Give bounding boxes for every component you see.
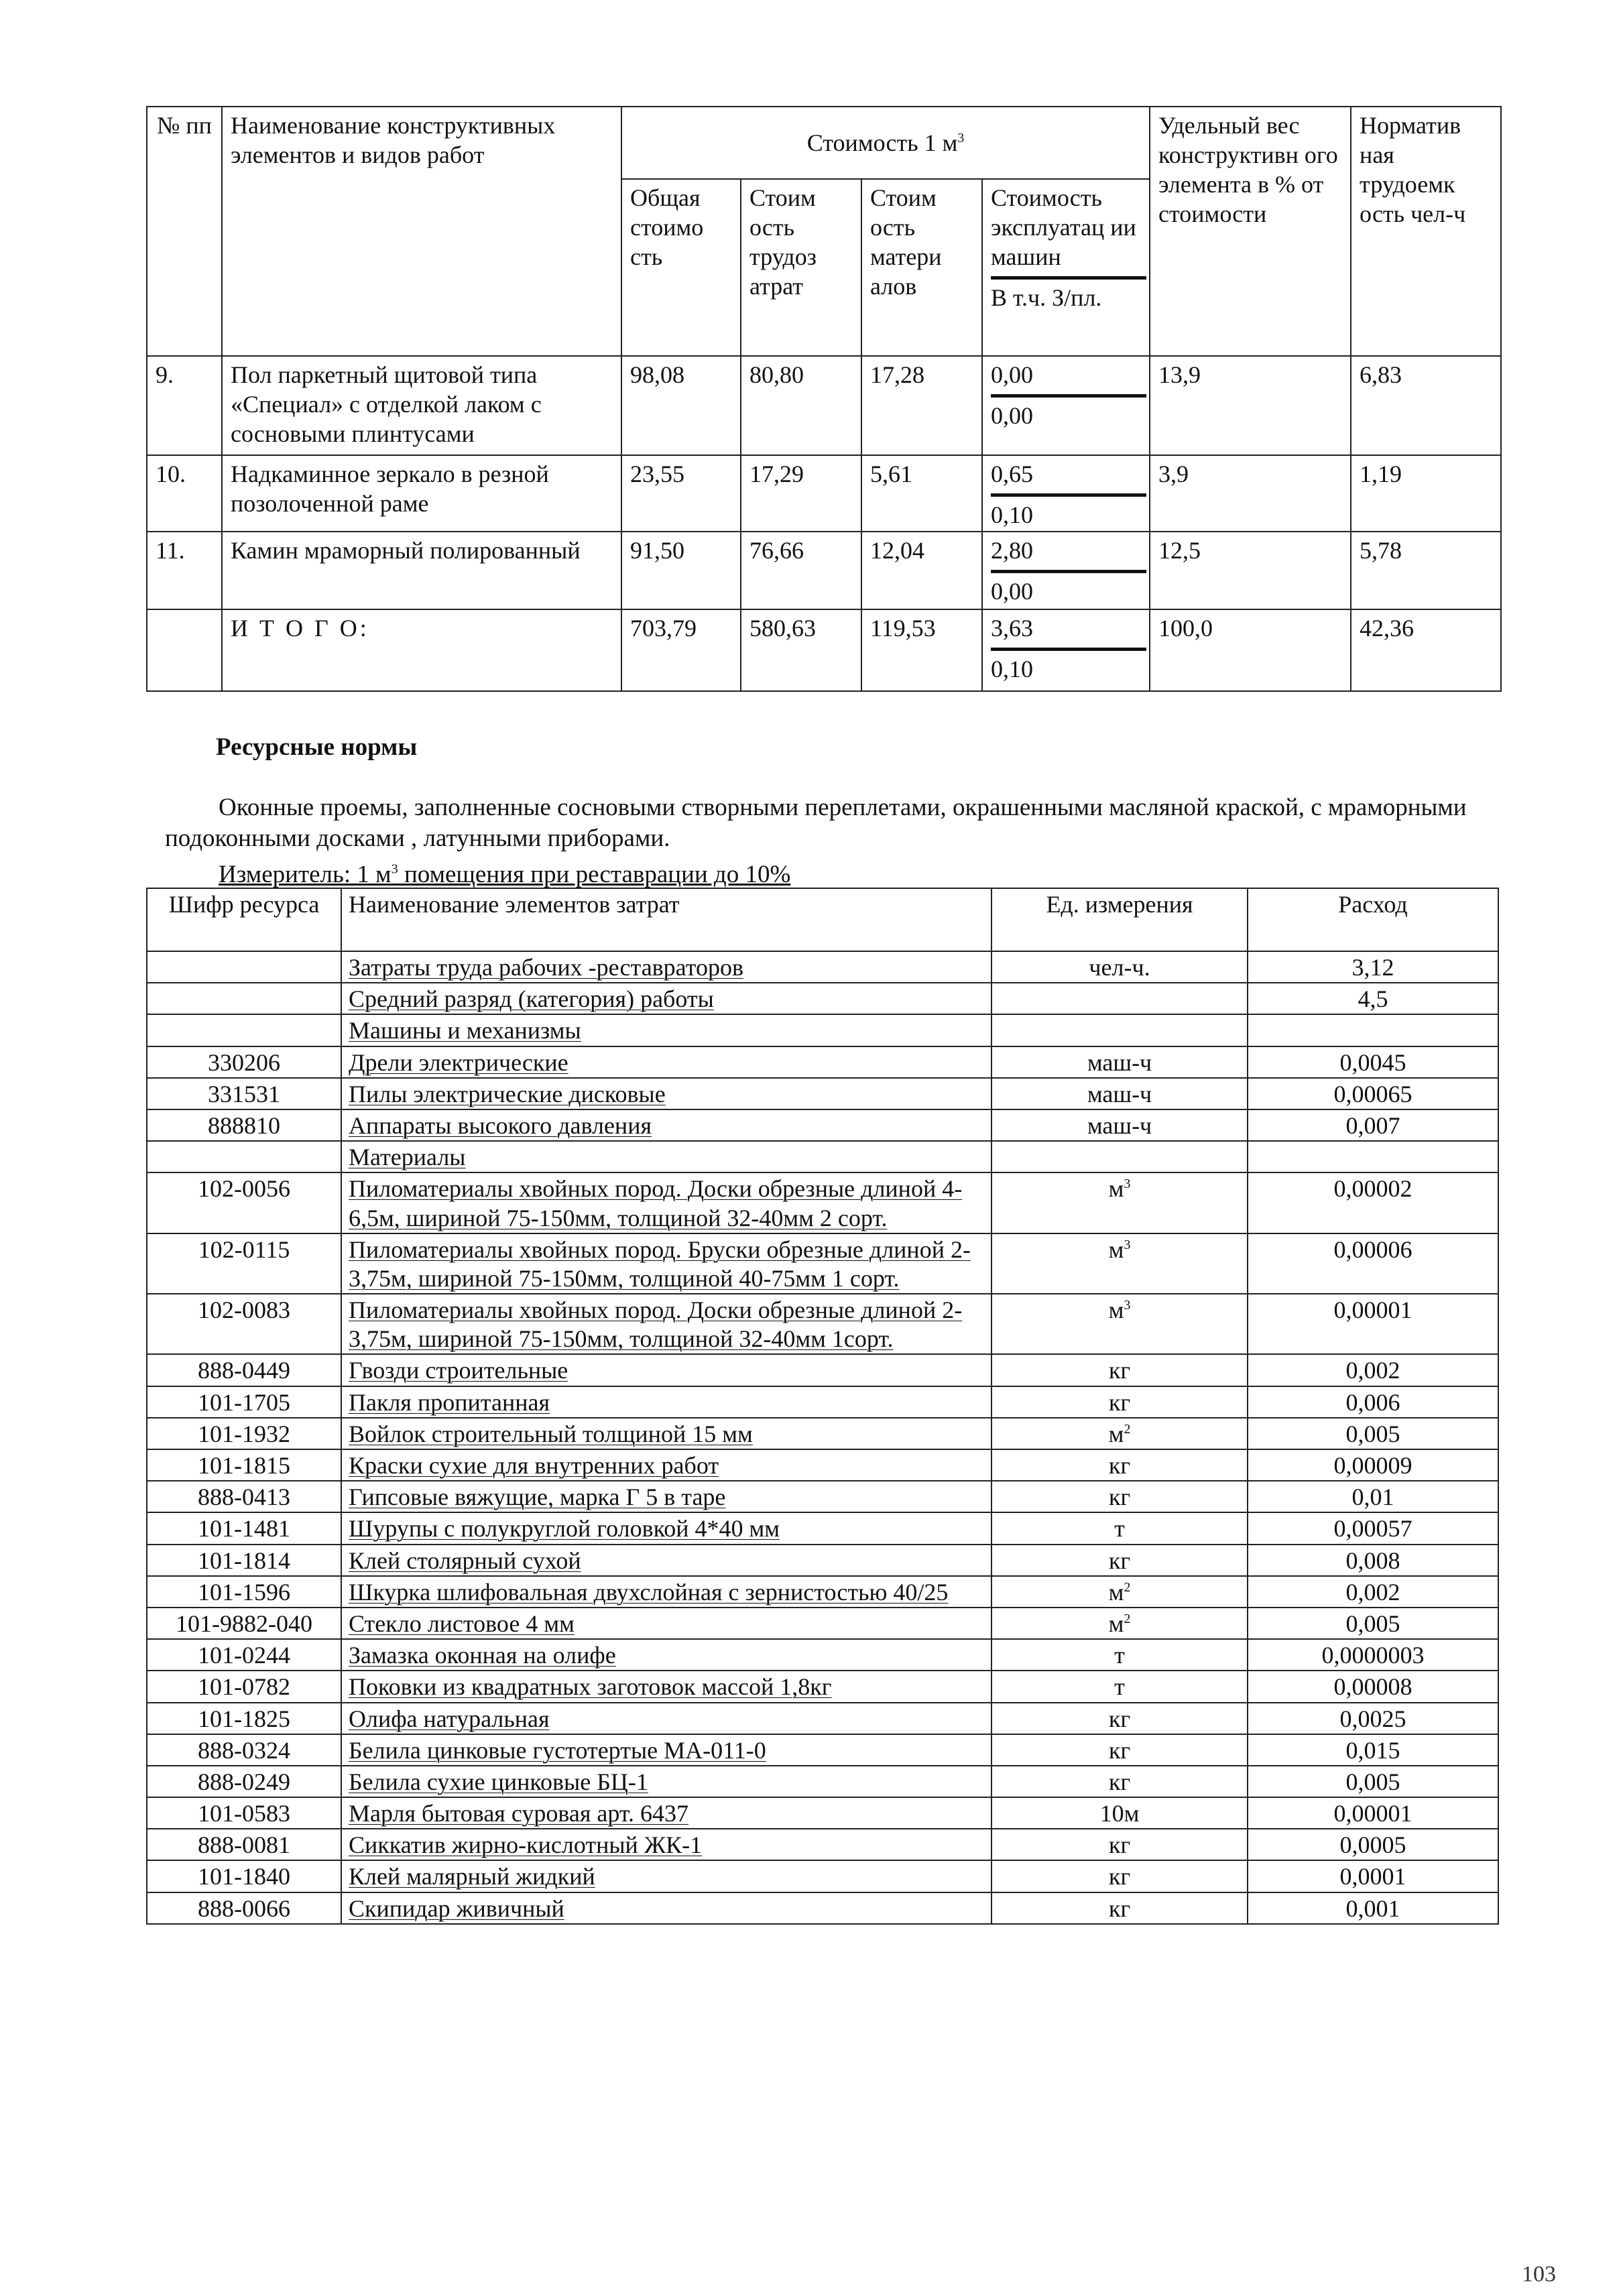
resource-qty: 0,005 bbox=[1248, 1418, 1498, 1449]
resource-unit bbox=[991, 1172, 1248, 1233]
header-cost-group: Стоимость 1 $м^3$ bbox=[621, 107, 1150, 179]
resource-qty: 0,005 bbox=[1248, 1608, 1498, 1639]
resource-code bbox=[147, 1141, 341, 1172]
resource-name bbox=[341, 1386, 991, 1418]
resource-qty: 0,007 bbox=[1248, 1109, 1498, 1141]
unit-text: маш-ч bbox=[1087, 1111, 1152, 1139]
resource-code: 101-9882-040 bbox=[147, 1608, 341, 1639]
cost-row-num: 11. bbox=[147, 532, 222, 609]
resource-qty: 0,00008 bbox=[1248, 1671, 1498, 1702]
header-code: Шифр ресурса bbox=[147, 888, 341, 951]
resource-row bbox=[147, 1671, 1498, 1702]
resource-name-text: Затраты труда рабочих -реставраторов bbox=[349, 954, 743, 981]
resource-qty: 0,002 bbox=[1248, 1354, 1498, 1386]
resource-code: 101-1705 bbox=[147, 1386, 341, 1418]
unit-exponent: 3 bbox=[1124, 1298, 1131, 1313]
resource-name bbox=[341, 1418, 991, 1449]
resource-name bbox=[341, 1766, 991, 1797]
resource-name bbox=[341, 1829, 991, 1860]
resource-row bbox=[147, 1829, 1498, 1860]
resource-qty: 0,0000003 bbox=[1248, 1639, 1498, 1671]
resource-name bbox=[341, 1481, 991, 1512]
resource-row bbox=[147, 983, 1498, 1014]
resource-row bbox=[147, 1294, 1498, 1354]
header-name: Наименование конструктивных элементов и видов работ bbox=[222, 107, 621, 356]
resource-name-text: Машины и механизмы bbox=[349, 1017, 581, 1044]
resource-qty: 4,5 bbox=[1248, 983, 1498, 1014]
resource-unit bbox=[991, 1109, 1248, 1141]
resource-row bbox=[147, 951, 1498, 983]
resource-code: 101-1596 bbox=[147, 1576, 341, 1608]
resource-code bbox=[147, 951, 341, 983]
unit-text: кг bbox=[1108, 1736, 1131, 1764]
cost-table bbox=[146, 106, 1502, 692]
resource-code: 888-0066 bbox=[147, 1892, 341, 1924]
resource-qty: 3,12 bbox=[1248, 951, 1498, 983]
cost-row-norm: 42,36 bbox=[1351, 609, 1501, 691]
unit-text: м bbox=[1108, 1175, 1124, 1203]
resource-name-text: Средний разряд (категория) работы bbox=[349, 985, 714, 1013]
resource-row bbox=[147, 1386, 1498, 1418]
resource-row bbox=[147, 1639, 1498, 1671]
unit-exponent: 2 bbox=[1124, 1579, 1131, 1595]
cost-row bbox=[147, 532, 1501, 609]
resource-qty: 0,00002 bbox=[1248, 1172, 1498, 1233]
resource-row bbox=[147, 1576, 1498, 1608]
unit-text: т bbox=[1114, 1515, 1125, 1543]
resource-name bbox=[341, 1703, 991, 1734]
resource-code: 888-0449 bbox=[147, 1354, 341, 1386]
resource-name bbox=[341, 1545, 991, 1576]
resource-name-text: Гвозди строительные bbox=[349, 1357, 568, 1384]
cost-row-name: Пол паркетный щитовой типа «Специал» с отделкой лаком с сосновыми плинтусами bbox=[222, 356, 621, 455]
resource-unit bbox=[991, 1797, 1248, 1829]
unit-text: т bbox=[1114, 1673, 1125, 1701]
resource-qty: 0,00057 bbox=[1248, 1512, 1498, 1544]
resource-name-text: Стекло листовое 4 мм bbox=[349, 1610, 575, 1637]
resource-row bbox=[147, 1608, 1498, 1639]
unit-text: чел-ч. bbox=[1089, 954, 1150, 981]
resource-name-text: Краски сухие для внутренних работ bbox=[349, 1452, 719, 1479]
cost-row-materials: 5,61 bbox=[861, 455, 982, 532]
resource-row bbox=[147, 1046, 1498, 1078]
unit-exponent: 3 bbox=[1124, 1176, 1131, 1192]
resource-unit bbox=[991, 1386, 1248, 1418]
resource-name bbox=[341, 1639, 991, 1671]
resource-qty: 0,0005 bbox=[1248, 1829, 1498, 1860]
resource-unit bbox=[991, 1734, 1248, 1766]
page-number: 103 bbox=[1522, 2262, 1556, 2287]
resource-row bbox=[147, 1512, 1498, 1544]
resource-qty: 0,00001 bbox=[1248, 1797, 1498, 1829]
cost-row-norm: 6,83 bbox=[1351, 356, 1501, 455]
resource-name-text: Шурупы с полукруглой головкой 4*40 мм bbox=[349, 1515, 780, 1543]
resource-row bbox=[147, 1481, 1498, 1512]
cost-row-num bbox=[147, 609, 222, 691]
header-element-name: Наименование элементов затрат bbox=[341, 888, 991, 951]
header-machines: Стоимость эксплуатац ии машин В т.ч. З/пл. bbox=[982, 179, 1150, 356]
resource-qty: 0,002 bbox=[1248, 1576, 1498, 1608]
resource-unit bbox=[991, 951, 1248, 983]
unit-text: кг bbox=[1108, 1831, 1131, 1859]
resource-unit bbox=[991, 1671, 1248, 1702]
resource-unit bbox=[991, 1860, 1248, 1892]
resource-name bbox=[341, 1734, 991, 1766]
resource-qty: 0,005 bbox=[1248, 1766, 1498, 1797]
cost-row-num: 9. bbox=[147, 356, 222, 455]
unit-text: кг bbox=[1108, 1768, 1131, 1795]
resource-name-text: Пилы электрические дисковые bbox=[349, 1080, 666, 1107]
cost-row-total: 98,08 bbox=[621, 356, 741, 455]
unit-text: кг bbox=[1108, 1863, 1131, 1890]
resource-row bbox=[147, 1892, 1498, 1924]
resource-code: 101-1481 bbox=[147, 1512, 341, 1544]
unit-text: кг bbox=[1108, 1452, 1131, 1479]
resource-name-text: Шкурка шлифовальная двухслойная с зернистостью 40/25 bbox=[349, 1578, 949, 1606]
resource-code bbox=[147, 1014, 341, 1046]
unit-text: м bbox=[1108, 1235, 1124, 1263]
resource-code: 888810 bbox=[147, 1109, 341, 1141]
header-qty: Расход bbox=[1248, 888, 1498, 951]
resource-row bbox=[147, 1545, 1498, 1576]
resource-name-text: Аппараты высокого давления bbox=[349, 1111, 652, 1139]
resource-code: 102-0083 bbox=[147, 1294, 341, 1354]
resource-row bbox=[147, 1014, 1498, 1046]
cost-row-total: 703,79 bbox=[621, 609, 741, 691]
unit-text: кг bbox=[1108, 1894, 1131, 1922]
resource-unit bbox=[991, 1294, 1248, 1354]
resource-row bbox=[147, 1109, 1498, 1141]
resource-row bbox=[147, 1797, 1498, 1829]
resource-header-row bbox=[147, 888, 1498, 951]
resource-unit bbox=[991, 1892, 1248, 1924]
resource-name-text: Замазка оконная на олифе bbox=[349, 1642, 616, 1669]
resource-qty: 0,0045 bbox=[1248, 1046, 1498, 1078]
resource-unit bbox=[991, 1014, 1248, 1046]
resource-unit bbox=[991, 983, 1248, 1014]
resource-name bbox=[341, 1576, 991, 1608]
resource-qty: 0,00065 bbox=[1248, 1078, 1498, 1109]
cost-row-labor: 17,29 bbox=[741, 455, 861, 532]
cost-row-machines bbox=[982, 356, 1150, 455]
resource-name bbox=[341, 1512, 991, 1544]
unit-exponent: 2 bbox=[1124, 1611, 1131, 1626]
resource-code: 888-0413 bbox=[147, 1481, 341, 1512]
resource-unit bbox=[991, 1608, 1248, 1639]
resource-name-text: Пиломатериалы хвойных пород. Бруски обрезные длиной 2-3,75м, шириной 75-150мм, толщиной 40-75мм 1 сорт. bbox=[349, 1235, 971, 1292]
cost-row-share: 3,9 bbox=[1150, 455, 1351, 532]
cost-row bbox=[147, 356, 1501, 455]
wages-value: 0,10 bbox=[991, 655, 1033, 682]
unit-text: кг bbox=[1108, 1388, 1131, 1416]
section-title: Ресурсные нормы bbox=[216, 733, 418, 761]
resource-code: 331531 bbox=[147, 1078, 341, 1109]
resource-qty: 0,00001 bbox=[1248, 1294, 1498, 1354]
unit-text: маш-ч bbox=[1087, 1048, 1152, 1076]
resource-name bbox=[341, 1078, 991, 1109]
resource-name-text: Пиломатериалы хвойных пород. Доски обрезные длиной 2-3,75м, шириной 75-150мм, толщиной 32-40мм 1сорт. bbox=[349, 1296, 963, 1353]
resource-row bbox=[147, 1418, 1498, 1449]
resource-qty: 0,0001 bbox=[1248, 1860, 1498, 1892]
resource-row bbox=[147, 1078, 1498, 1109]
resource-name bbox=[341, 1608, 991, 1639]
resource-code: 101-1814 bbox=[147, 1545, 341, 1576]
header-labor: Стоим ость трудоз атрат bbox=[741, 179, 861, 356]
cost-row-name: Камин мраморный полированный bbox=[222, 532, 621, 609]
unit-text: м bbox=[1108, 1610, 1124, 1637]
resource-name bbox=[341, 1172, 991, 1233]
resource-name-text: Белила цинковые густотертые МА-011-0 bbox=[349, 1736, 766, 1764]
unit-text: маш-ч bbox=[1087, 1080, 1152, 1107]
resource-name bbox=[341, 983, 991, 1014]
header-materials: Стоим ость матери алов bbox=[861, 179, 982, 356]
cost-row-name: Надкаминное зеркало в резной позолоченной раме bbox=[222, 455, 621, 532]
resource-unit bbox=[991, 1233, 1248, 1294]
cost-header-row-1 bbox=[147, 107, 1501, 179]
unit-text: м bbox=[1108, 1578, 1124, 1606]
resource-code: 102-0056 bbox=[147, 1172, 341, 1233]
resource-unit bbox=[991, 1141, 1248, 1172]
resource-name-text: Поковки из квадратных заготовок массой 1,8кг bbox=[349, 1673, 832, 1701]
cost-row-share: 100,0 bbox=[1150, 609, 1351, 691]
resource-name bbox=[341, 1014, 991, 1046]
resource-qty bbox=[1248, 1141, 1498, 1172]
resource-row bbox=[147, 1703, 1498, 1734]
resource-name bbox=[341, 1797, 991, 1829]
resource-qty: 0,00006 bbox=[1248, 1233, 1498, 1294]
resource-unit bbox=[991, 1703, 1248, 1734]
resource-code: 101-1815 bbox=[147, 1449, 341, 1481]
cost-row-total: 91,50 bbox=[621, 532, 741, 609]
resource-row bbox=[147, 1860, 1498, 1892]
resource-qty bbox=[1248, 1014, 1498, 1046]
unit-text: кг bbox=[1108, 1705, 1131, 1732]
machines-value: 2,80 bbox=[991, 536, 1146, 573]
cost-row-machines bbox=[982, 532, 1150, 609]
resource-row bbox=[147, 1449, 1498, 1481]
resource-name-text: Марля бытовая суровая арт. 6437 bbox=[349, 1800, 688, 1827]
resource-name bbox=[341, 1141, 991, 1172]
cost-row-name: И Т О Г О: bbox=[222, 609, 621, 691]
cost-row-machines bbox=[982, 609, 1150, 691]
resource-unit bbox=[991, 1639, 1248, 1671]
cost-row-machines bbox=[982, 455, 1150, 532]
resource-name bbox=[341, 1354, 991, 1386]
resource-code: 330206 bbox=[147, 1046, 341, 1078]
resource-unit bbox=[991, 1766, 1248, 1797]
intro-text: Оконные проемы, заполненные сосновыми створными переплетами, окрашенными масляной краской, с мраморными подоконными досками , латунными приборами. bbox=[165, 794, 1467, 853]
cost-row-labor: 580,63 bbox=[741, 609, 861, 691]
wages-value: 0,00 bbox=[991, 577, 1033, 605]
machines-value: 3,63 bbox=[991, 614, 1146, 651]
resource-unit bbox=[991, 1829, 1248, 1860]
header-num: № пп bbox=[147, 107, 222, 356]
resource-code: 102-0115 bbox=[147, 1233, 341, 1294]
resource-row bbox=[147, 1141, 1498, 1172]
cost-row-materials: 119,53 bbox=[861, 609, 982, 691]
cost-body bbox=[147, 356, 1501, 691]
resource-name-text: Клей малярный жидкий bbox=[349, 1863, 595, 1890]
resource-name bbox=[341, 1109, 991, 1141]
header-total: Общая стоимо сть bbox=[621, 179, 741, 356]
resource-code: 101-0782 bbox=[147, 1671, 341, 1702]
resource-unit bbox=[991, 1449, 1248, 1481]
resource-name bbox=[341, 951, 991, 983]
resource-name-text: Белила сухие цинковые БЦ-1 bbox=[349, 1768, 648, 1795]
resource-code: 888-0249 bbox=[147, 1766, 341, 1797]
cost-row-materials: 17,28 bbox=[861, 356, 982, 455]
unit-text: т bbox=[1114, 1642, 1125, 1669]
resource-name-text: Пиломатериалы хвойных пород. Доски обрезные длиной 4-6,5м, шириной 75-150мм, толщиной 32-40мм 2 сорт. bbox=[349, 1175, 963, 1231]
resource-unit bbox=[991, 1354, 1248, 1386]
resource-name bbox=[341, 1233, 991, 1294]
cost-row-labor: 76,66 bbox=[741, 532, 861, 609]
resource-unit bbox=[991, 1481, 1248, 1512]
resource-code: 888-0081 bbox=[147, 1829, 341, 1860]
resource-row bbox=[147, 1734, 1498, 1766]
measure-line: Измеритель: 1 $м^3$ помещения при реставрации до 10% bbox=[219, 861, 791, 888]
machines-value: 0,00 bbox=[991, 361, 1146, 398]
resource-unit bbox=[991, 1046, 1248, 1078]
resource-row bbox=[147, 1766, 1498, 1797]
resource-qty: 0,006 bbox=[1248, 1386, 1498, 1418]
unit-exponent: 3 bbox=[1124, 1237, 1131, 1252]
header-share: Удельный вес конструктивн ого элемента в % от стоимости bbox=[1150, 107, 1351, 356]
cost-row bbox=[147, 609, 1501, 691]
cost-row-share: 13,9 bbox=[1150, 356, 1351, 455]
resource-name bbox=[341, 1294, 991, 1354]
resource-name bbox=[341, 1860, 991, 1892]
cost-row-labor: 80,80 bbox=[741, 356, 861, 455]
resource-table bbox=[146, 888, 1499, 1925]
resource-row bbox=[147, 1172, 1498, 1233]
resource-qty: 0,008 bbox=[1248, 1545, 1498, 1576]
resource-name-text: Клей столярный сухой bbox=[349, 1547, 581, 1574]
cost-row-norm: 5,78 bbox=[1351, 532, 1501, 609]
unit-text: кг bbox=[1108, 1547, 1131, 1574]
resource-name-text: Материалы bbox=[349, 1144, 466, 1171]
resource-code bbox=[147, 983, 341, 1014]
resource-qty: 0,001 bbox=[1248, 1892, 1498, 1924]
cost-row-share: 12,5 bbox=[1150, 532, 1351, 609]
resource-unit bbox=[991, 1512, 1248, 1544]
resource-name-text: Олифа натуральная bbox=[349, 1705, 550, 1732]
unit-text: м bbox=[1108, 1296, 1124, 1324]
header-unit: Ед. измерения bbox=[991, 888, 1248, 951]
unit-text: 10м bbox=[1099, 1800, 1140, 1827]
resource-qty: 0,0025 bbox=[1248, 1703, 1498, 1734]
resource-qty: 0,015 bbox=[1248, 1734, 1498, 1766]
resource-code: 101-0583 bbox=[147, 1797, 341, 1829]
wages-value: 0,10 bbox=[991, 501, 1033, 528]
resource-qty: 0,01 bbox=[1248, 1481, 1498, 1512]
resource-unit bbox=[991, 1418, 1248, 1449]
unit-exponent: 2 bbox=[1124, 1421, 1131, 1437]
cost-row bbox=[147, 455, 1501, 532]
resource-name bbox=[341, 1892, 991, 1924]
resource-code: 101-1825 bbox=[147, 1703, 341, 1734]
resource-row bbox=[147, 1233, 1498, 1294]
resource-body bbox=[147, 951, 1498, 1924]
unit-text: кг bbox=[1108, 1484, 1131, 1511]
cost-row-total: 23,55 bbox=[621, 455, 741, 532]
wages-value: 0,00 bbox=[991, 402, 1033, 429]
resource-name bbox=[341, 1671, 991, 1702]
cost-row-num: 10. bbox=[147, 455, 222, 532]
resource-name-text: Пакля пропитанная bbox=[349, 1388, 550, 1416]
resource-row bbox=[147, 1354, 1498, 1386]
resource-name-text: Скипидар живичный bbox=[349, 1894, 564, 1922]
resource-code: 101-1840 bbox=[147, 1860, 341, 1892]
resource-name-text: Гипсовые вяжущие, марка Г 5 в таре bbox=[349, 1484, 726, 1511]
resource-unit bbox=[991, 1078, 1248, 1109]
resource-code: 101-0244 bbox=[147, 1639, 341, 1671]
header-norm: Норматив ная трудоемк ость чел-ч bbox=[1351, 107, 1501, 356]
resource-unit bbox=[991, 1576, 1248, 1608]
resource-name bbox=[341, 1046, 991, 1078]
cost-row-materials: 12,04 bbox=[861, 532, 982, 609]
unit-text: кг bbox=[1108, 1357, 1131, 1384]
resource-name bbox=[341, 1449, 991, 1481]
resource-qty: 0,00009 bbox=[1248, 1449, 1498, 1481]
resource-code: 888-0324 bbox=[147, 1734, 341, 1766]
resource-code: 101-1932 bbox=[147, 1418, 341, 1449]
resource-name-text: Сиккатив жирно-кислотный ЖК-1 bbox=[349, 1831, 703, 1859]
unit-text: м bbox=[1108, 1420, 1124, 1447]
resource-name-text: Войлок строительный толщиной 15 мм bbox=[349, 1420, 753, 1447]
machines-value: 0,65 bbox=[991, 460, 1146, 497]
resource-name-text: Дрели электрические bbox=[349, 1048, 568, 1076]
cost-row-norm: 1,19 bbox=[1351, 455, 1501, 532]
resource-unit bbox=[991, 1545, 1248, 1576]
